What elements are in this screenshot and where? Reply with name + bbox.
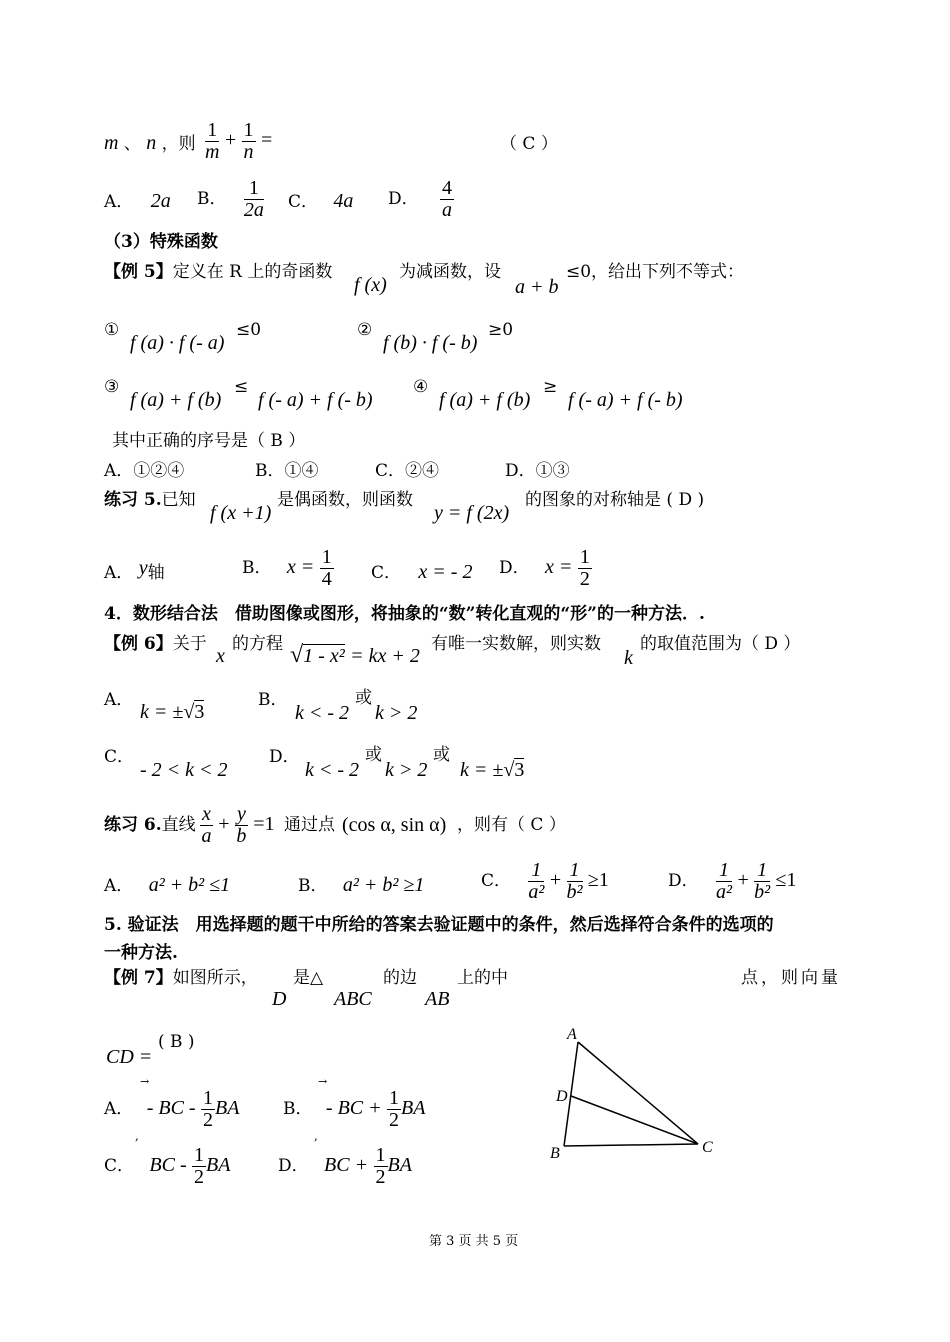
relation: ≤1 bbox=[775, 869, 797, 891]
ineq-2-expr: f (b) · f (- b) bbox=[383, 332, 478, 354]
lhs: x = bbox=[286, 556, 315, 578]
option-label: D． bbox=[388, 189, 419, 209]
equals-sign: = bbox=[260, 129, 273, 151]
pr6-line-equation bbox=[200, 804, 275, 847]
equation-rhs: = kx + 2 bbox=[350, 645, 420, 667]
numerator: 1 bbox=[528, 860, 544, 882]
fraction-1-over-a2 bbox=[716, 860, 732, 903]
pr6-text3: ，则有（ C ） bbox=[457, 815, 566, 835]
vertex-label-a: A bbox=[567, 1026, 577, 1043]
ineq-3-num: ③ bbox=[104, 377, 120, 397]
ex5-cond: a + b bbox=[515, 276, 559, 298]
example-5-stem bbox=[104, 264, 332, 281]
pr6-opt-a bbox=[104, 875, 230, 895]
ex5-text2: 为减函数，设 bbox=[399, 262, 501, 282]
text: 已知 bbox=[161, 490, 196, 510]
ex6-opt-b-label: B． bbox=[258, 690, 288, 710]
ex6-opt-a bbox=[140, 702, 204, 722]
ineq-4-num: ④ bbox=[413, 377, 429, 397]
ex6-text2: 的方程 bbox=[232, 634, 283, 654]
option-label: D． bbox=[499, 558, 530, 578]
option-value: x = - 2 bbox=[418, 561, 473, 583]
ex6-opt-d-or2: 或 bbox=[433, 745, 450, 765]
fraction bbox=[440, 178, 454, 221]
option-value: ①③ bbox=[535, 461, 570, 481]
option-term: BA bbox=[401, 1097, 426, 1119]
sqrt-sign-icon: √ bbox=[290, 642, 304, 668]
fraction-one-half bbox=[192, 1145, 206, 1188]
ineq-2-rel: ≥0 bbox=[488, 320, 514, 340]
option-term: BA bbox=[214, 1097, 240, 1119]
option-label: D． bbox=[278, 1156, 309, 1176]
vertex-label-c: C bbox=[702, 1139, 713, 1156]
option-label: C． bbox=[481, 871, 512, 891]
ineq-3-lhs: f (a) + f (b) bbox=[130, 389, 222, 411]
ex7-answer: ( B ) bbox=[158, 1032, 195, 1052]
side-ac bbox=[578, 1042, 698, 1144]
pr5-opt-c bbox=[371, 562, 472, 582]
fraction-one-half bbox=[374, 1145, 388, 1188]
numerator: 1 bbox=[567, 860, 583, 882]
ex5-opt-c bbox=[375, 463, 439, 480]
ineq-1-rel: ≤0 bbox=[236, 320, 262, 340]
option-label: D． bbox=[505, 461, 536, 481]
text: ，则 bbox=[161, 134, 196, 154]
side-bc bbox=[564, 1144, 698, 1146]
ex7-text3: 的边 bbox=[383, 968, 417, 988]
ex6-opt-c: - 2 < k < 2 bbox=[140, 759, 228, 781]
option-label: B． bbox=[283, 1099, 313, 1119]
q-prev-opt-a bbox=[104, 191, 171, 211]
ex6-text4: 的取值范围为（ D ） bbox=[640, 634, 801, 654]
option-label: B． bbox=[197, 189, 227, 209]
fraction bbox=[578, 547, 592, 590]
fraction-1-over-b2 bbox=[754, 860, 770, 903]
ex6-opt-a-label: A． bbox=[104, 690, 134, 710]
q-prev-opt-b bbox=[197, 178, 264, 221]
ex7-var-d: D bbox=[272, 988, 287, 1010]
equation-rhs: =1 bbox=[253, 813, 275, 835]
ex6-equation bbox=[290, 643, 420, 667]
ex6-text3: 有唯一实数解，则实数 bbox=[431, 634, 601, 654]
section-heading-line2: 一种方法. bbox=[104, 943, 178, 963]
ex7-opt-d bbox=[278, 1145, 412, 1188]
plus-sign: + bbox=[218, 813, 230, 835]
option-term: - BC + bbox=[325, 1097, 382, 1119]
lhs: x = bbox=[545, 556, 573, 578]
sqrt-radicand: 1 - x² bbox=[303, 645, 345, 667]
denominator: n bbox=[243, 141, 254, 163]
numerator: 1 bbox=[321, 546, 332, 568]
ex5-text3: ≤0，给出下列不等式： bbox=[566, 262, 745, 282]
ex5-func: f (x) bbox=[354, 274, 387, 296]
vertex-label-b: B bbox=[550, 1145, 560, 1162]
pr6-text2: 通过点 bbox=[284, 815, 335, 835]
option-value: 4a bbox=[333, 190, 354, 212]
option-value: ①④ bbox=[284, 461, 319, 481]
practice-label: 练习 5. bbox=[104, 490, 162, 510]
q-prev-opt-c bbox=[288, 191, 353, 211]
text: 关于 bbox=[172, 634, 207, 654]
option-term: BA bbox=[206, 1154, 231, 1176]
fraction-1-over-a2 bbox=[528, 860, 544, 903]
numerator: 1 bbox=[243, 119, 254, 141]
option-value: 2a bbox=[150, 190, 171, 212]
ex7-opt-a bbox=[104, 1088, 239, 1131]
denominator: a bbox=[201, 825, 212, 847]
fraction-y-over-b bbox=[235, 804, 248, 847]
ex7-text5: 点，则向量 bbox=[741, 968, 841, 988]
denominator: a bbox=[442, 199, 453, 221]
ineq-2-num: ② bbox=[357, 320, 373, 340]
vertex-label-d: D bbox=[556, 1088, 568, 1105]
fraction bbox=[244, 178, 264, 221]
fraction-1-over-m bbox=[205, 120, 219, 163]
denominator: b² bbox=[566, 881, 583, 903]
example-6-stem bbox=[104, 636, 207, 653]
sqrt-sign-icon: √ bbox=[183, 701, 195, 723]
ex6-opt-d-2: k > 2 bbox=[385, 759, 428, 781]
denominator: 2 bbox=[202, 1109, 213, 1131]
plus-sign: + bbox=[224, 129, 237, 151]
option-term: - BC - bbox=[146, 1097, 196, 1119]
text: 如图所示， bbox=[172, 968, 258, 988]
lhs: k = ± bbox=[140, 701, 184, 723]
sqrt-radicand: 3 bbox=[194, 701, 205, 723]
mark-icon: , bbox=[135, 1129, 139, 1143]
fraction bbox=[320, 547, 334, 590]
q-prev-answer: （ C ） bbox=[500, 134, 558, 154]
ex6-opt-d-3 bbox=[460, 760, 524, 780]
q-prev-stem bbox=[104, 133, 196, 153]
ex6-opt-b-or: 或 bbox=[355, 688, 372, 708]
ex5-opt-d bbox=[505, 463, 570, 480]
sqrt-sign-icon: √ bbox=[503, 759, 515, 781]
pr5-opt-b bbox=[242, 547, 334, 590]
var-m: m bbox=[104, 132, 119, 154]
ex7-opt-b bbox=[283, 1088, 425, 1131]
numerator: x bbox=[202, 803, 211, 825]
option-label: B． bbox=[255, 461, 285, 481]
pr5-opt-d bbox=[499, 547, 592, 590]
relation: ≥1 bbox=[587, 869, 609, 891]
ex7-vector-cd: CD = bbox=[106, 1046, 153, 1068]
denominator: 4 bbox=[321, 568, 332, 590]
numerator: 1 bbox=[754, 860, 770, 882]
ineq-3-rhs: f (- a) + f (- b) bbox=[258, 389, 373, 411]
example-label: 【例 6】 bbox=[104, 634, 173, 654]
ineq-4-lhs: f (a) + f (b) bbox=[439, 389, 531, 411]
ex6-opt-d-or1: 或 bbox=[365, 745, 382, 765]
page-footer: 第 3 页 共 5 页 bbox=[429, 1234, 519, 1249]
numerator: 1 bbox=[244, 178, 264, 200]
numerator: 1 bbox=[194, 1144, 205, 1166]
denominator: 2 bbox=[375, 1166, 386, 1188]
vector-arrow-icon: → bbox=[140, 1075, 150, 1088]
numerator: 1 bbox=[389, 1087, 400, 1109]
option-value: 轴 bbox=[147, 563, 165, 583]
triangle-figure bbox=[540, 1020, 730, 1170]
fraction-1-over-b2 bbox=[567, 860, 583, 903]
option-value: ①②④ bbox=[133, 461, 185, 481]
ex6-opt-d-1: k < - 2 bbox=[305, 759, 360, 781]
pr5-opt-a bbox=[104, 557, 165, 583]
option-value: a² + b² ≥1 bbox=[342, 874, 425, 896]
denominator: 2 bbox=[389, 1109, 400, 1131]
option-label: B． bbox=[298, 876, 328, 896]
practice-6-stem bbox=[104, 817, 196, 834]
pr5-func2: y = f (2x) bbox=[434, 502, 510, 524]
option-term: BC - bbox=[149, 1154, 187, 1176]
pr5-text3: 的图象的对称轴是 ( D ) bbox=[525, 490, 705, 510]
pr5-text2: 是偶函数，则函数 bbox=[277, 490, 413, 510]
ex5-question: 其中正确的序号是（ B ） bbox=[112, 431, 306, 451]
section-heading: （3）特殊函数 bbox=[104, 232, 218, 252]
plus-sign: + bbox=[737, 869, 749, 891]
fraction-x-over-a bbox=[200, 804, 213, 847]
denominator: m bbox=[205, 141, 220, 163]
pr6-point: (cos α, sin α) bbox=[342, 814, 447, 836]
ineq-1-expr: f (a) · f (- a) bbox=[130, 332, 225, 354]
ineq-4-rhs: f (- a) + f (- b) bbox=[568, 389, 683, 411]
pr6-opt-b bbox=[298, 875, 424, 895]
var-n: n bbox=[146, 132, 157, 154]
ex6-opt-b-1: k < - 2 bbox=[295, 702, 350, 724]
text: 定义在 R 上的奇函数 bbox=[172, 262, 333, 282]
ex7-tri: ABC bbox=[334, 988, 372, 1010]
option-label: A． bbox=[104, 1099, 134, 1119]
numerator: 1 bbox=[579, 546, 590, 568]
sqrt-radicand: 3 bbox=[514, 759, 525, 781]
section-heading: 4．数形结合法 借助图像或图形，将抽象的“数”转化直观的“形”的一种方法．. bbox=[104, 604, 705, 624]
pr5-func1: f (x +1) bbox=[210, 502, 272, 524]
ex5-opt-a bbox=[104, 463, 184, 480]
numerator: 1 bbox=[716, 860, 732, 882]
segment-cd bbox=[571, 1096, 698, 1144]
denominator: 2 bbox=[579, 568, 590, 590]
q-prev-opt-d bbox=[388, 178, 454, 221]
ex7-opt-c bbox=[104, 1145, 230, 1188]
pr6-opt-d bbox=[668, 860, 797, 903]
option-value: a² + b² ≤1 bbox=[148, 874, 231, 896]
ex6-opt-c-label: C． bbox=[104, 747, 135, 767]
denominator: b² bbox=[754, 881, 771, 903]
ex6-opt-d-label: D． bbox=[269, 747, 300, 767]
example-label: 【例 5】 bbox=[104, 262, 173, 282]
option-label: B． bbox=[242, 558, 272, 578]
ex6-var-x: x bbox=[216, 645, 225, 667]
ex7-text4: 上的中 bbox=[457, 968, 508, 988]
mark-icon: , bbox=[314, 1129, 318, 1143]
option-label: C． bbox=[371, 563, 402, 583]
option-value: ②④ bbox=[405, 461, 440, 481]
vector-arrow-icon: → bbox=[318, 1075, 328, 1088]
denominator: 2a bbox=[243, 199, 264, 221]
text: 直线 bbox=[161, 815, 196, 835]
ex7-text2: 是△ bbox=[293, 968, 324, 988]
denominator: b bbox=[236, 825, 247, 847]
option-label: C． bbox=[104, 1156, 135, 1176]
option-label: D． bbox=[668, 871, 699, 891]
numerator: y bbox=[236, 803, 246, 825]
option-label: A． bbox=[104, 563, 134, 583]
section-heading-line1: 5. 验证法 用选择题的题干中所给的答案去验证题中的条件，然后选择符合条件的选项的 bbox=[104, 915, 774, 935]
option-term: BA bbox=[387, 1154, 412, 1176]
plus-sign: + bbox=[549, 869, 562, 891]
ex6-var-k: k bbox=[624, 647, 633, 669]
fraction-one-half bbox=[387, 1088, 401, 1131]
option-label: C． bbox=[375, 461, 406, 481]
ex7-side: AB bbox=[425, 988, 450, 1010]
option-label: A． bbox=[104, 461, 134, 481]
practice-label: 练习 6. bbox=[104, 815, 162, 835]
numerator: 1 bbox=[202, 1087, 213, 1109]
example-7-stem bbox=[104, 970, 258, 987]
var-y: y bbox=[138, 557, 148, 579]
numerator: 1 bbox=[205, 120, 219, 142]
ineq-1-num: ① bbox=[104, 320, 120, 340]
numerator: 4 bbox=[442, 177, 453, 199]
sep: 、 bbox=[123, 134, 141, 154]
pr6-opt-c bbox=[481, 860, 609, 903]
denominator: 2 bbox=[194, 1166, 205, 1188]
example-label: 【例 7】 bbox=[104, 968, 173, 988]
practice-5-stem bbox=[104, 492, 196, 509]
ineq-4-rel: ≥ bbox=[543, 377, 558, 397]
fraction-1-over-n bbox=[242, 120, 256, 163]
q-prev-expression bbox=[205, 120, 272, 163]
option-label: C． bbox=[288, 192, 319, 212]
denominator: a² bbox=[528, 881, 545, 903]
lhs: k = ± bbox=[460, 759, 504, 781]
ex6-opt-b-2: k > 2 bbox=[375, 702, 418, 724]
denominator: a² bbox=[716, 881, 733, 903]
option-label: A． bbox=[104, 192, 134, 212]
option-term: BC + bbox=[324, 1154, 369, 1176]
fraction-one-half bbox=[201, 1088, 215, 1131]
ex5-opt-b bbox=[255, 463, 319, 480]
option-label: A． bbox=[104, 876, 134, 896]
ineq-3-rel: ≤ bbox=[234, 377, 249, 397]
numerator: 1 bbox=[375, 1144, 386, 1166]
